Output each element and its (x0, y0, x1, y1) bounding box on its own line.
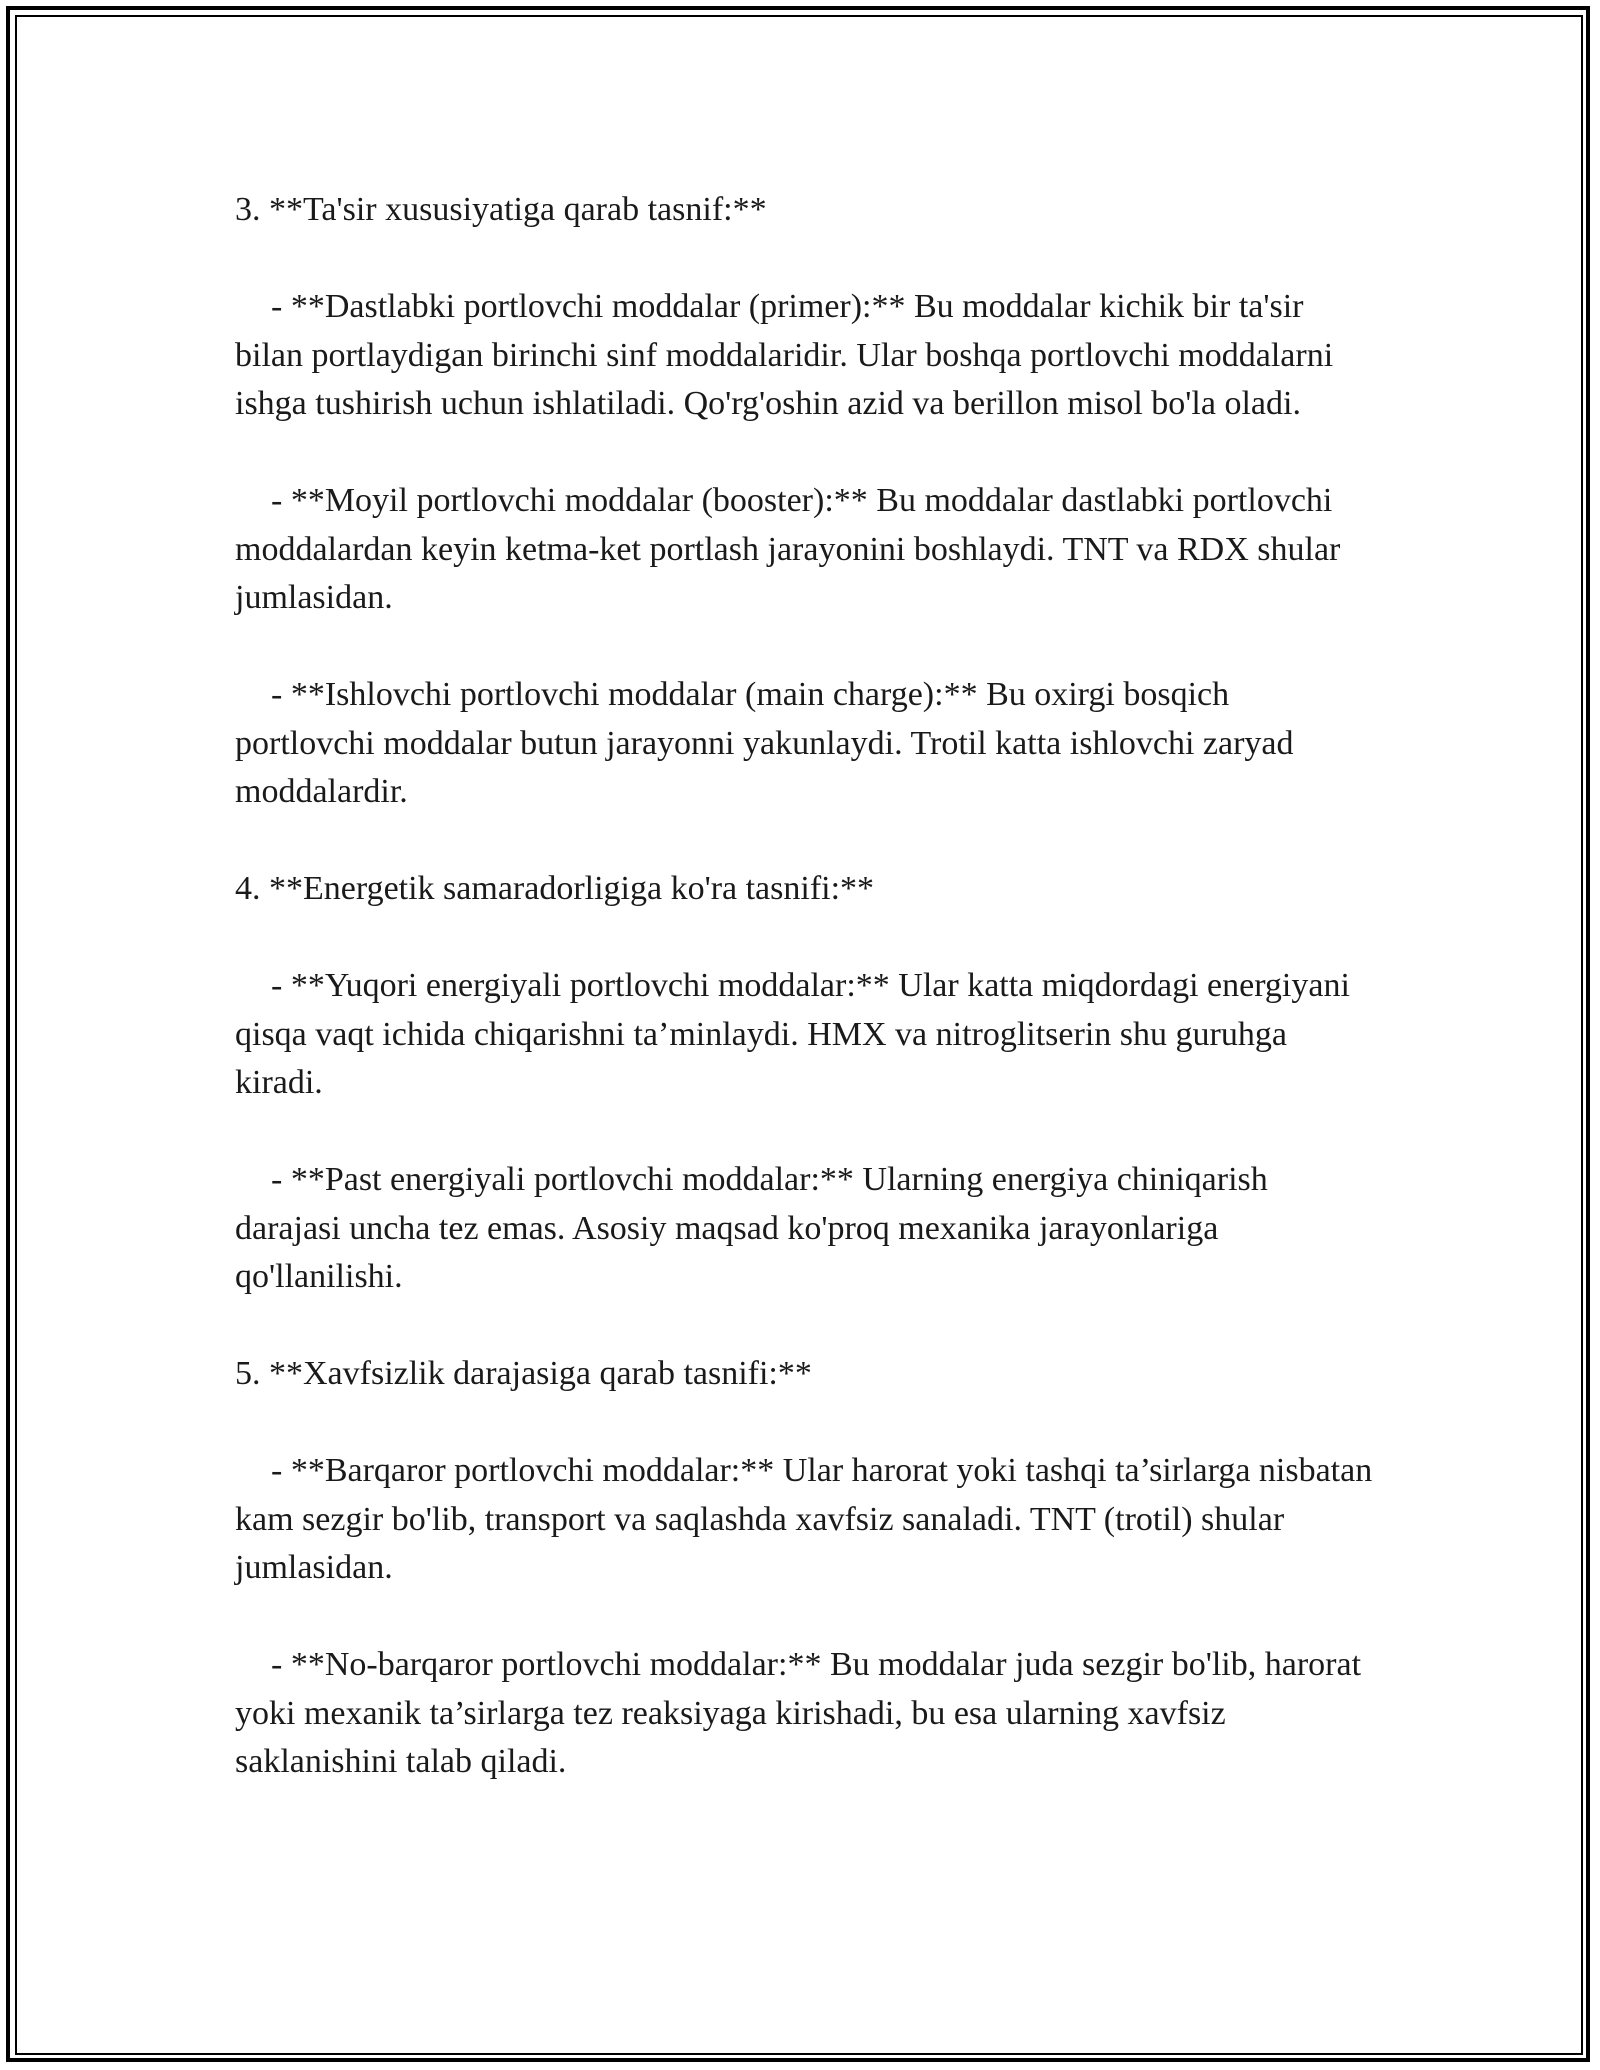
list-item: - **No-barqaror portlovchi moddalar:** Bu moddalar juda sezgir bo'lib, harorat yoki mexanik ta’sirlarga tez reaksiyaga kirishadi, bu esa ularning xavfsiz saklanishini talab qiladi. (235, 1646, 1370, 1780)
list-item: - **Yuqori energiyali portlovchi moddalar:** Ular katta miqdordagi energiyani qisqa vaqt ichida chiqarishni ta’minlaydi. HMX va nitroglitserin shu guruhga kiradi. (235, 967, 1359, 1101)
document-body (235, 186, 1381, 1835)
section-heading: 3. **Ta'sir xususiyatiga qarab tasnif:** (235, 191, 767, 228)
list-item: - **Moyil portlovchi moddalar (booster):** Bu moddalar dastlabki portlovchi moddalardan keyin ketma-ket portlash jarayonini boshlaydi. TNT va RDX shular jumlasidan. (235, 482, 1349, 616)
list-item: - **Dastlabki portlovchi moddalar (primer):** Bu moddalar kichik bir ta'sir bilan portlaydigan birinchi sinf moddalaridir. Ular boshqa portlovchi moddalarni ishga tushirish uchun ishlatiladi. Qo'rg'oshin azid va berillon misol bo'la oladi. (235, 288, 1342, 422)
list-item: - **Barqaror portlovchi moddalar:** Ular harorat yoki tashqi ta’sirlarga nisbatan kam sezgir bo'lib, transport va saqlashda xavfsiz sanaladi. TNT (trotil) shular jumlasidan. (235, 1452, 1381, 1586)
section-heading: 5. **Xavfsizlik darajasiga qarab tasnifi:** (235, 1355, 812, 1392)
list-item: - **Ishlovchi portlovchi moddalar (main charge):** Bu oxirgi bosqich portlovchi moddalar butun jarayonni yakunlaydi. Trotil katta ishlovchi zaryad moddalardir. (235, 676, 1303, 810)
list-item: - **Past energiyali portlovchi moddalar:** Ularning energiya chiniqarish darajasi uncha tez emas. Asosiy maqsad ko'proq mexanika jarayonlariga qo'llanilishi. (235, 1161, 1277, 1295)
section-heading: 4. **Energetik samaradorligiga ko'ra tasnifi:** (235, 870, 875, 907)
